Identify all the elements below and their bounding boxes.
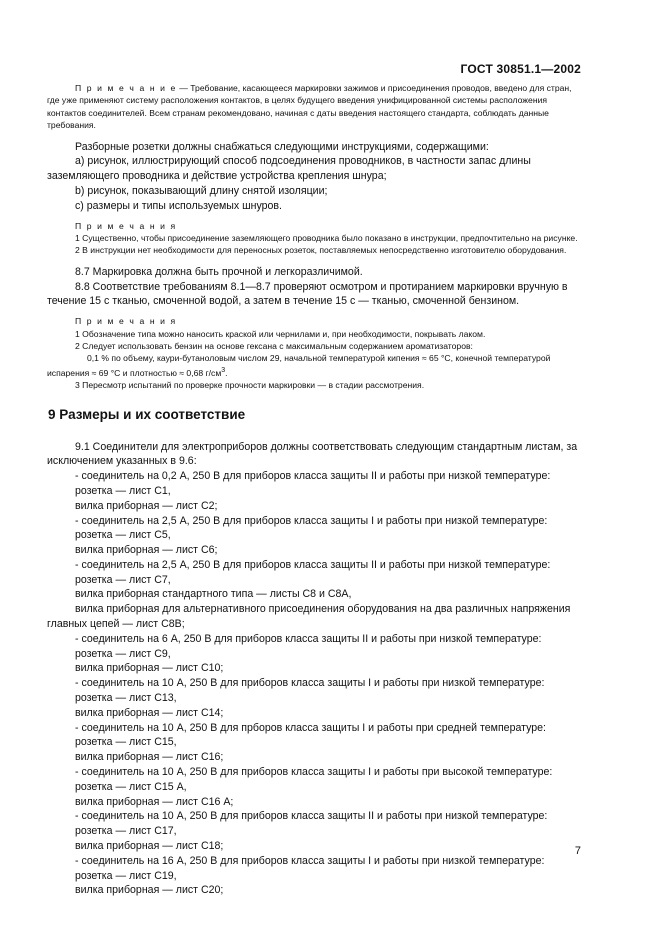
sheet-reference: вилка приборная — лист С2; [75,499,218,512]
clause-8-8: 8.8 Соответствие требованиям 8.1—8.7 проверяют осмотром и протиранием маркировки вручную в течение 15 с тканью, смоченной водой, а затем в течение 15 с — тканью, смоченной бензином. [47,280,568,308]
list-item-b: b) рисунок, показывающий длину снятой изоляции; [75,185,328,198]
sheet-reference: вилка приборная — лист С20; [75,884,224,897]
section-heading: 9 Размеры и их соответствие [48,406,246,422]
notes-heading: П р и м е ч а н и я [75,220,177,231]
sheet-reference: розетка — лист С9, [75,647,171,660]
connector-item: - соединитель на 0,2 А, 250 В для приборов класса защиты II и работы при низкой температуре: [75,470,551,483]
page-content [47,82,584,898]
connector-item: - соединитель на 16 А, 250 В для приборов класса защиты I и работы при низкой температуре: [75,854,545,867]
sheet-reference: вилка приборная — лист С6; [75,544,218,557]
note-text: — Требование, касающееся маркировки зажимов и присоединения проводов, введено для стран, где уже применяют систему расположения контактов, в целях будущего введения унифицированной системы расположения контактов соединителей. Всем странам рекомендовано, начиная с даты введения настоящего стандарта, соблюдать данные требования. [47,83,572,131]
note-item: 2 В инструкции нет необходимости для переносных розеток, поставляемых непосредственно изготовителю оборудования. [75,245,567,256]
note-item: 1 Существенно, чтобы присоединение заземляющего проводника было показано в инструкции, предпочтительно на рисунке. [75,233,578,244]
sheet-reference: розетка — лист С13, [75,692,177,705]
sheet-reference: вилка приборная — лист С14; [75,706,224,719]
note-item: 1 Обозначение типа можно наносить краской или чернилами и, при необходимости, покрывать лаком. [75,328,486,339]
paragraph-rewirable-instructions: Разборные розетки должны снабжаться следующими инструкциями, содержащими: [75,140,489,153]
sheet-reference: розетка — лист С15, [75,736,177,749]
connector-item: - соединитель на 10 А, 250 В для приборов класса защиты I и работы при низкой температуре: [75,677,545,690]
sheet-reference: розетка — лист С19, [75,869,177,882]
page-number: 7 [574,845,581,857]
clause-8-7: 8.7 Маркировка должна быть прочной и легкоразличимой. [75,265,363,278]
document-code-header: ГОСТ 30851.1—2002 [460,62,581,76]
connector-item: - соединитель на 10 А, 250 В для прборов класса защиты I и работы при средней температуре: [75,721,546,734]
note-item-continuation: 0,1 % по объему, каури-бутаноловым числом 29, начальной температурой кипения ≈ 65 °С, конечной температурой испарения ≈ 69 °С и плотностью ≈ 0,68 $г/см^3$. [47,353,551,378]
connector-item: - соединитель на 10 А, 250 В для приборов класса защиты I и работы при высокой температуре: [75,766,553,779]
sheet-reference: розетка — лист С1, [75,484,171,497]
sheet-reference: вилка приборная для альтернативного присоединения оборудования на два различных напряжения главных цепей — лист С8В; [47,603,571,631]
sheet-reference: розетка — лист С7, [75,573,171,586]
connector-item: - соединитель на 2,5 А, 250 В для приборов класса защиты II и работы при низкой температуре: [75,558,551,571]
sheet-reference: розетка — лист С17, [75,825,177,838]
sheet-reference: розетка — лист С5, [75,529,171,542]
connector-list [47,469,584,898]
connector-item: - соединитель на 6 А, 250 В для приборов класса защиты II и работы при низкой температуре: [75,632,542,645]
sheet-reference: вилка приборная стандартного типа — листы С8 и С8А, [75,588,352,601]
sheet-reference: вилка приборная — лист С10; [75,662,224,675]
clause-9-1: 9.1 Соединители для электроприборов должны соответствовать следующим стандартным листам, за исключением указанных в 9.6: [47,440,578,468]
sheet-reference: вилка приборная — лист С16; [75,751,224,764]
note-item: 3 Пересмотр испытаний по проверке прочности маркировки — в стадии рассмотрения. [75,380,425,391]
connector-item: - соединитель на 10 А, 250 В для приборов класса защиты II и работы при низкой температуре: [75,810,548,823]
sheet-reference: вилка приборная — лист С16 А; [75,795,234,808]
note-item: 2 Следует использовать бензин на основе гексана с максимальным содержанием ароматизаторов: [75,341,473,352]
sheet-reference: вилка приборная — лист С18; [75,840,224,853]
note-terminal-marking [47,82,584,132]
list-item-a: a) рисунок, иллюстрирующий способ подсоединения проводников, в частности запас длины заземляющего проводника и действие устройства крепления шнура; [47,155,531,183]
connector-item: - соединитель на 2,5 А, 250 В для приборов класса защиты I и работы при низкой температуре: [75,514,548,527]
sheet-reference: розетка — лист С15 А, [75,780,187,793]
notes-heading: П р и м е ч а н и я [75,316,177,327]
list-item-c: c) размеры и типы используемых шнуров. [75,199,282,212]
note-label: П р и м е ч а н и е [75,83,177,93]
